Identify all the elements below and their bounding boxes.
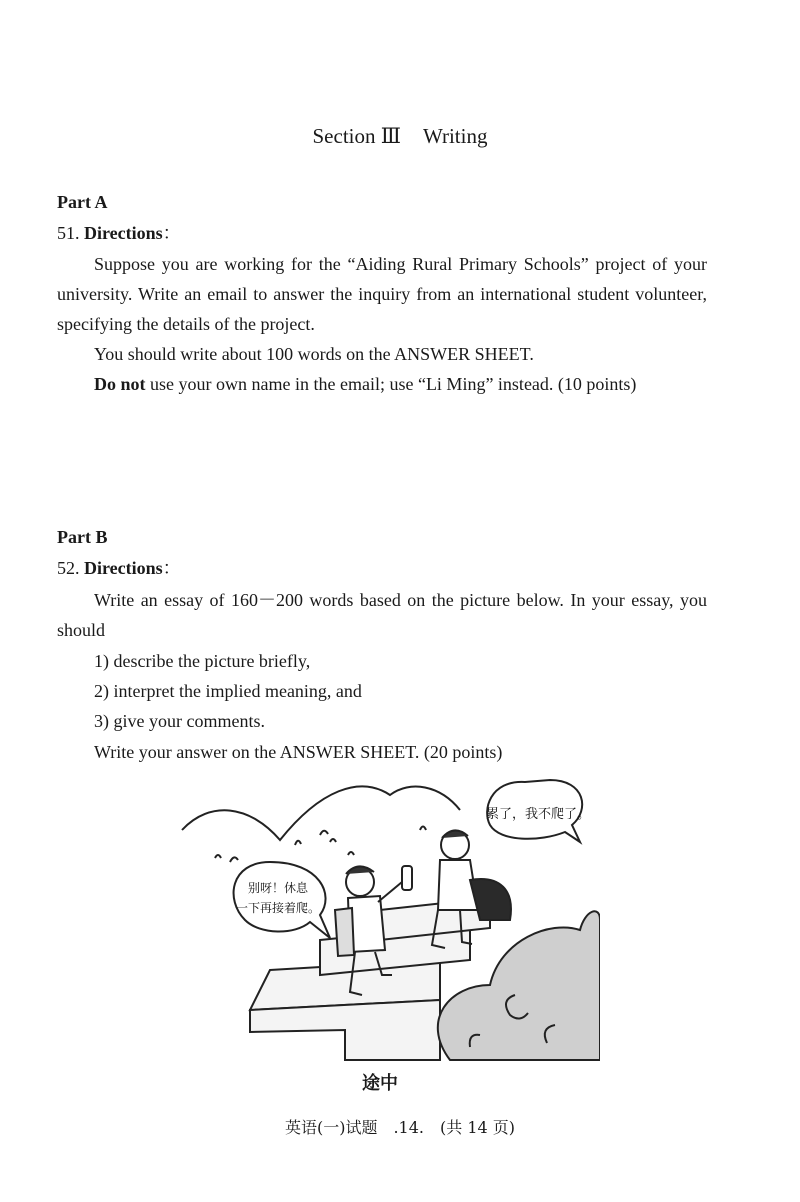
question-51-directions-label: Directions xyxy=(84,223,163,243)
question-51-paragraph-1: Suppose you are working for the “Aiding Rural Primary Schools” project of your university. Write an email to answer the inquiry from an international student volunteer, specifying the details of the project. xyxy=(57,254,707,334)
question-51-paragraph-3 xyxy=(94,369,636,399)
birds xyxy=(215,827,426,863)
speech-bubble-left-line-1: 别呀！休息 xyxy=(247,881,309,895)
part-b-heading: Part B xyxy=(57,527,108,547)
left-hiker-backpack xyxy=(335,908,354,956)
speech-bubble-left xyxy=(234,862,330,938)
question-52-header xyxy=(57,553,181,583)
question-51-number: 51. xyxy=(57,223,80,243)
question-51-colon: ： xyxy=(162,223,181,243)
speech-bubble-left-line-2: 一下再接着爬。 xyxy=(235,901,321,915)
section-title xyxy=(0,124,800,149)
question-51-do-not: Do not xyxy=(94,374,146,394)
question-52-item-2: 2) interpret the implied meaning, and xyxy=(94,681,362,701)
question-51-header xyxy=(57,218,181,248)
speech-bubble-right-text: 累了，我不爬了。 xyxy=(485,807,591,822)
question-52-directions-label: Directions xyxy=(84,558,163,578)
question-52-item-1: 1) describe the picture briefly, xyxy=(94,651,311,671)
question-52-item-3: 3) give your comments. xyxy=(94,711,265,731)
page-footer: 英语(一)试题 .14. (共 14 页) xyxy=(284,1118,516,1137)
question-52-colon: ： xyxy=(162,558,181,578)
question-51-paragraph-2: You should write about 100 words on the ANSWER SHEET. xyxy=(94,344,534,364)
cartoon-illustration xyxy=(170,770,600,1070)
question-52-answer-instruction: Write your answer on the ANSWER SHEET. (20 points) xyxy=(94,742,503,762)
section-title-right: Writing xyxy=(423,124,488,148)
section-title-left: Section Ⅲ xyxy=(312,124,401,148)
question-52-number: 52. xyxy=(57,558,80,578)
speech-bubble-right xyxy=(486,780,590,842)
part-a-heading: Part A xyxy=(57,192,108,212)
water-bottle xyxy=(402,866,412,890)
question-51-paragraph-3-rest: use your own name in the email; use “Li Ming” instead. (10 points) xyxy=(145,374,637,394)
cartoon-caption: 途中 xyxy=(362,1073,398,1094)
question-52-paragraph-1: Write an essay of 160－200 words based on the picture below. In your essay, you should xyxy=(57,590,707,640)
